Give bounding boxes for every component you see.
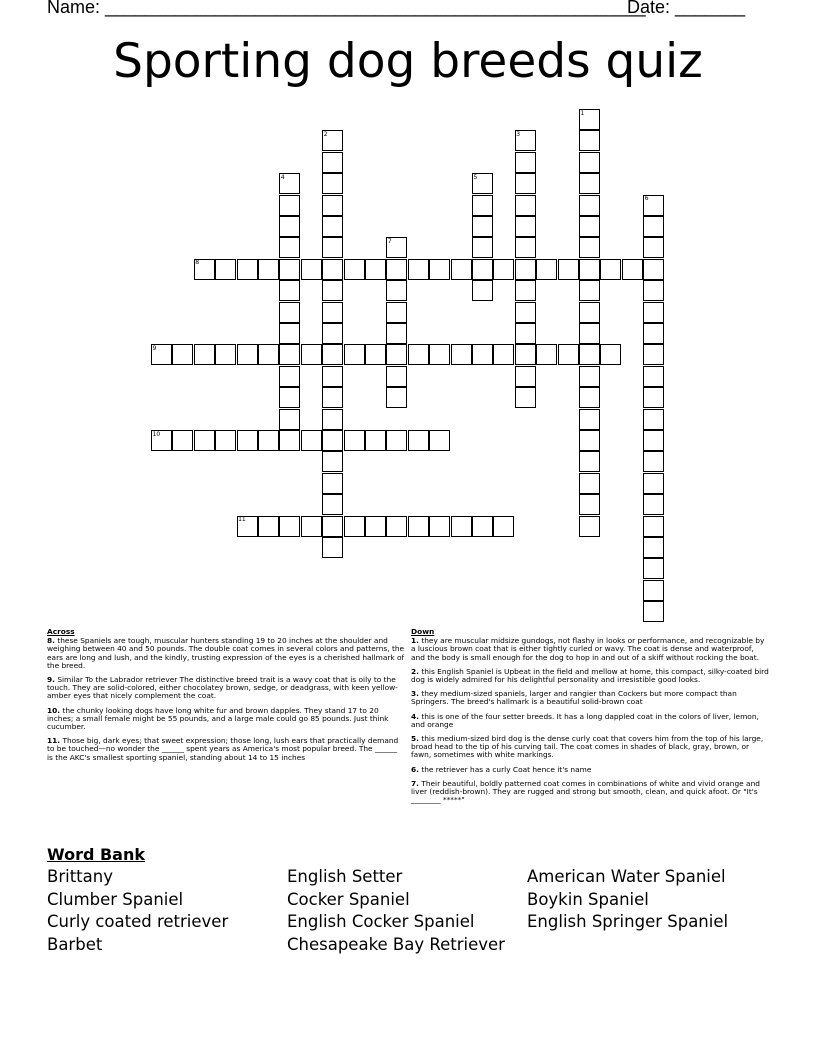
grid-cell[interactable] (279, 366, 300, 387)
clue-text: this is one of the four setter breeds. It has a long dappled coat in the colors of liver, lemon, and orange (411, 711, 759, 729)
grid-cell[interactable] (365, 259, 386, 280)
grid-cell[interactable] (322, 344, 343, 365)
grid-cell[interactable] (493, 344, 514, 365)
grid-cell[interactable] (579, 173, 600, 194)
grid-cell[interactable] (279, 259, 300, 280)
grid-cell[interactable] (386, 516, 407, 537)
grid-cell[interactable] (643, 323, 664, 344)
grid-cell[interactable] (515, 173, 536, 194)
grid-cell[interactable] (558, 259, 579, 280)
grid-cell[interactable] (579, 216, 600, 237)
clue-number: 5. (411, 734, 419, 744)
grid-cell[interactable] (322, 430, 343, 451)
grid-cell[interactable] (279, 516, 300, 537)
grid-cell[interactable] (322, 473, 343, 494)
grid-cell[interactable] (322, 259, 343, 280)
grid-cell[interactable] (322, 302, 343, 323)
grid-cell[interactable] (643, 558, 664, 579)
grid-cell[interactable] (536, 344, 557, 365)
grid-cell[interactable] (386, 259, 407, 280)
grid-cell[interactable] (472, 280, 493, 301)
clue-item (411, 668, 769, 684)
grid-cell[interactable] (386, 387, 407, 408)
grid-cell[interactable] (322, 280, 343, 301)
grid-cell[interactable] (472, 237, 493, 258)
grid-cell[interactable] (643, 302, 664, 323)
grid-cell[interactable] (279, 323, 300, 344)
clue-item (47, 707, 405, 732)
word-bank-column (47, 866, 228, 957)
word-bank-item: American Water Spaniel (527, 867, 726, 886)
grid-cell[interactable] (258, 430, 279, 451)
word-bank-item: English Springer Spaniel (527, 912, 729, 932)
grid-cell[interactable] (279, 302, 300, 323)
clue-number-label: 11 (238, 516, 246, 524)
clue-number: 3. (411, 689, 419, 699)
clue-number-label: 3 (516, 130, 521, 138)
grid-cell[interactable] (579, 302, 600, 323)
grid-cell[interactable] (579, 259, 600, 280)
grid-cell[interactable] (515, 323, 536, 344)
grid-cell[interactable] (579, 430, 600, 451)
word-bank-title: Word Bank (47, 845, 146, 864)
grid-cell[interactable] (493, 516, 514, 537)
across-clues (47, 628, 405, 768)
grid-cell[interactable] (472, 516, 493, 537)
grid-cell[interactable] (429, 259, 450, 280)
grid-cell[interactable] (408, 344, 429, 365)
grid-cell[interactable] (579, 409, 600, 430)
grid-cell[interactable] (386, 366, 407, 387)
grid-cell[interactable] (322, 237, 343, 258)
clue-item (411, 637, 769, 662)
grid-cell[interactable] (643, 430, 664, 451)
clue-item (47, 637, 405, 670)
grid-cell[interactable] (515, 152, 536, 173)
grid-cell[interactable] (579, 451, 600, 472)
clue-number: 6. (411, 764, 419, 774)
grid-cell[interactable] (515, 195, 536, 216)
clue-item (411, 713, 769, 729)
grid-cell[interactable] (365, 516, 386, 537)
grid-cell[interactable] (515, 216, 536, 237)
grid-cell[interactable] (643, 601, 664, 622)
grid-cell[interactable] (258, 344, 279, 365)
grid-cell[interactable] (472, 344, 493, 365)
grid-cell[interactable] (579, 494, 600, 515)
grid-cell[interactable] (386, 280, 407, 301)
grid-cell[interactable] (215, 259, 236, 280)
grid-cell[interactable] (643, 516, 664, 537)
grid-cell[interactable] (643, 473, 664, 494)
clue-text: they are muscular midsize gundogs, not flashy in looks or performance, and recognizable by a luscious brown coat that is either tightly curled or wavy. The coat is dense and waterproof, and the body is small enough for the dog to hop in and out of a skiff without rocking the boat. (411, 636, 765, 662)
clue-text: Similar To the Labrador retriever The distinctive breed trait is a wavy coat that is oily to the touch. They are solid-colored, either chocolatey brown, sedge, or deadgrass, with keen yellow-amber eyes that nicely complement the coat. (47, 675, 398, 701)
grid-cell[interactable] (643, 237, 664, 258)
clue-number: 1. (411, 636, 419, 646)
grid-cell[interactable] (322, 451, 343, 472)
grid-cell[interactable] (472, 216, 493, 237)
grid-cell[interactable] (279, 344, 300, 365)
clue-text: they medium-sized spaniels, larger and rangier than Cockers but more compact than Springers. The breed's hallmark is a beautiful solid-brown coat (411, 689, 737, 707)
grid-cell[interactable] (301, 430, 322, 451)
clue-number: 2. (411, 666, 419, 676)
grid-cell[interactable] (558, 344, 579, 365)
down-heading: Down (411, 627, 435, 636)
grid-cell[interactable] (279, 280, 300, 301)
clue-text: this medium-sized bird dog is the dense curly coat that covers him from the top of his large, broad head to the tip of his curving tail. The coat comes in shades of black, gray, brown, or fawn, sometimes with white markings. (411, 734, 764, 760)
grid-cell[interactable] (322, 323, 343, 344)
grid-cell[interactable] (451, 259, 472, 280)
grid-cell[interactable] (344, 430, 365, 451)
grid-cell[interactable] (451, 516, 472, 537)
clue-text: this English Spaniel is Upbeat in the field and mellow at home, this compact, silky-coated bird dog is widely admired for his delightful personality and irresistible good looks. (411, 666, 769, 685)
grid-cell[interactable] (579, 516, 600, 537)
clue-item (411, 780, 769, 805)
clue-number-label: 8 (195, 259, 200, 267)
clue-text: these Spaniels are tough, muscular hunters standing 19 to 20 inches at the shoulder and weighing between 40 and 50 pounds. The double coat comes in several colors and patterns, the ears are long and lush, and the kindly, trusting expression of the eyes is a cherished hallmark of the breed. (47, 636, 405, 670)
grid-cell[interactable] (643, 344, 664, 365)
grid-cell[interactable] (472, 259, 493, 280)
clue-number: 4. (411, 711, 419, 721)
grid-cell[interactable] (515, 344, 536, 365)
grid-cell[interactable] (643, 494, 664, 515)
grid-cell[interactable] (279, 430, 300, 451)
grid-cell[interactable] (579, 323, 600, 344)
grid-cell[interactable] (386, 323, 407, 344)
clue-item (411, 766, 769, 774)
clue-number: 7. (411, 778, 419, 788)
grid-cell[interactable] (600, 259, 621, 280)
grid-cell[interactable] (301, 344, 322, 365)
grid-cell[interactable] (579, 473, 600, 494)
grid-cell[interactable] (322, 366, 343, 387)
clue-text: the chunky looking dogs have long white fur and brown dapples. They stand 17 to 20 inches; a small female might be 55 pounds, and a large male could go 85 pounds. Just think cucumber. (47, 705, 389, 732)
grid-cell[interactable] (301, 516, 322, 537)
clue-number-label: 7 (387, 237, 392, 245)
word-bank-item: Brittany (47, 867, 113, 886)
clue-number-label: 4 (280, 173, 285, 181)
grid-cell[interactable] (643, 409, 664, 430)
clue-item (47, 737, 405, 762)
grid-cell[interactable] (515, 387, 536, 408)
clue-number: 8. (47, 636, 55, 646)
grid-cell[interactable] (429, 516, 450, 537)
clue-item (47, 676, 405, 701)
word-bank-item: English Cocker Spaniel (287, 912, 475, 932)
grid-cell[interactable] (322, 516, 343, 537)
word-bank-item: Curly coated retriever (47, 912, 229, 932)
grid-cell[interactable] (515, 302, 536, 323)
clue-item (411, 735, 769, 760)
grid-cell[interactable] (279, 387, 300, 408)
grid-cell[interactable] (515, 259, 536, 280)
grid-cell[interactable] (215, 344, 236, 365)
grid-cell[interactable] (344, 344, 365, 365)
grid-cell[interactable] (237, 259, 258, 280)
grid-cell[interactable] (643, 451, 664, 472)
grid-cell[interactable] (579, 237, 600, 258)
grid-cell[interactable] (279, 216, 300, 237)
grid-cell[interactable] (643, 580, 664, 601)
grid-cell[interactable] (365, 430, 386, 451)
grid-cell[interactable] (622, 259, 643, 280)
word-bank-item: Chesapeake Bay Retriever (287, 935, 505, 955)
word-bank-column (527, 866, 728, 934)
grid-cell[interactable] (194, 430, 215, 451)
clue-number-label: 9 (152, 344, 157, 352)
grid-cell[interactable] (493, 259, 514, 280)
grid-cell[interactable] (515, 237, 536, 258)
grid-cell[interactable] (172, 430, 193, 451)
clue-text: Those big, dark eyes; that sweet expression; those long, lush ears that practically demand to be touched—no wonder the ______ spent years as America's most popular breed. The ______ is the AKC's smallest sporting spaniel, standing about 14 to 15 inches (47, 736, 399, 762)
grid-cell[interactable] (279, 237, 300, 258)
word-bank-item: Clumber Spaniel (47, 889, 184, 909)
grid-cell[interactable] (579, 195, 600, 216)
grid-cell[interactable] (322, 216, 343, 237)
word-bank-item: Boykin Spaniel (527, 889, 649, 909)
name-field-label: Name: ______________________________________________________ (47, 0, 646, 17)
grid-cell[interactable] (643, 366, 664, 387)
grid-cell[interactable] (322, 537, 343, 558)
clue-number: 11. (47, 736, 61, 746)
across-heading: Across (47, 627, 75, 636)
grid-cell[interactable] (322, 409, 343, 430)
grid-cell[interactable] (429, 430, 450, 451)
grid-cell[interactable] (579, 130, 600, 151)
grid-cell[interactable] (451, 344, 472, 365)
grid-cell[interactable] (643, 387, 664, 408)
grid-cell[interactable] (279, 195, 300, 216)
clue-text: Their beautiful, boldly patterned coat comes in combinations of white and vivid orange and liver (reddish-brown). They are rugged and strong but smooth, clean, and quick afoot. Or "It's ________ *****" (411, 778, 760, 805)
clue-item (411, 690, 769, 706)
grid-cell[interactable] (322, 152, 343, 173)
grid-cell[interactable] (172, 344, 193, 365)
grid-cell[interactable] (344, 259, 365, 280)
grid-cell[interactable] (600, 344, 621, 365)
word-bank-item: English Setter (287, 867, 403, 886)
page-title: Sporting dog breeds quiz (113, 34, 703, 89)
clue-number-label: 5 (473, 173, 478, 181)
grid-cell[interactable] (643, 537, 664, 558)
grid-cell[interactable] (515, 280, 536, 301)
clue-number: 9. (47, 675, 55, 685)
clue-number: 10. (47, 705, 61, 715)
grid-cell[interactable] (386, 344, 407, 365)
word-bank-item: Cocker Spaniel (287, 889, 410, 909)
grid-cell[interactable] (579, 280, 600, 301)
down-clues (411, 628, 769, 810)
word-bank-item: Barbet (47, 935, 103, 955)
grid-cell[interactable] (237, 344, 258, 365)
grid-cell[interactable] (322, 387, 343, 408)
grid-cell[interactable] (429, 344, 450, 365)
grid-cell[interactable] (322, 173, 343, 194)
grid-cell[interactable] (194, 344, 215, 365)
grid-cell[interactable] (386, 430, 407, 451)
grid-cell[interactable] (643, 259, 664, 280)
clue-number-label: 10 (152, 430, 161, 438)
grid-cell[interactable] (386, 302, 407, 323)
grid-cell[interactable] (579, 366, 600, 387)
grid-cell[interactable] (365, 344, 386, 365)
grid-cell[interactable] (215, 430, 236, 451)
grid-cell[interactable] (301, 259, 322, 280)
grid-cell[interactable] (258, 259, 279, 280)
grid-cell[interactable] (643, 216, 664, 237)
grid-cell[interactable] (579, 344, 600, 365)
grid-cell[interactable] (408, 259, 429, 280)
word-bank-column (287, 866, 505, 957)
clue-number-label: 2 (323, 130, 328, 138)
grid-cell[interactable] (322, 195, 343, 216)
clue-number-label: 1 (580, 109, 585, 117)
grid-cell[interactable] (237, 430, 258, 451)
grid-cell[interactable] (579, 152, 600, 173)
clue-number-label: 6 (644, 195, 649, 203)
grid-cell[interactable] (279, 409, 300, 430)
grid-cell[interactable] (344, 516, 365, 537)
grid-cell[interactable] (408, 430, 429, 451)
grid-cell[interactable] (408, 516, 429, 537)
grid-cell[interactable] (322, 494, 343, 515)
clue-text: the retriever has a curly Coat hence it's name (421, 764, 592, 774)
grid-cell[interactable] (258, 516, 279, 537)
grid-cell[interactable] (472, 195, 493, 216)
date-field-label: Date: _______ (627, 0, 746, 17)
grid-cell[interactable] (515, 366, 536, 387)
grid-cell[interactable] (643, 280, 664, 301)
grid-cell[interactable] (536, 259, 557, 280)
grid-cell[interactable] (579, 387, 600, 408)
